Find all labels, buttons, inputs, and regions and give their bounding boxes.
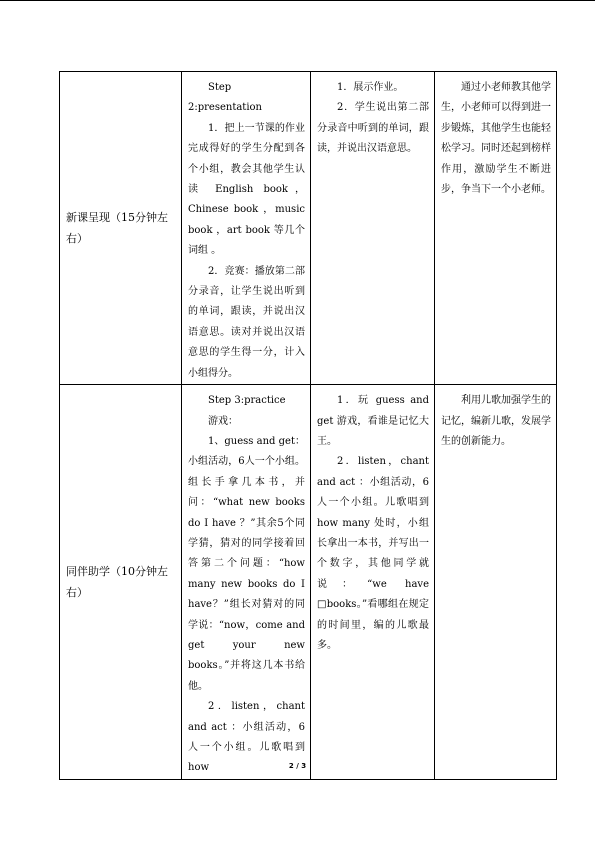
step-heading: Step 3:practice (208, 395, 286, 407)
header-rule (0, 0, 595, 1)
student-step-text: 2．listen，chant and act ：小组活动，6人一个小组。儿歌唱到 how many 处时，小组长拿出一本书，并写出一个数字，其他同学就说：“we have □books。”看哪组在规定的时间里，编的儿歌最多。 (317, 456, 429, 651)
student-activity-cell (311, 385, 435, 780)
purpose-cell (435, 72, 557, 385)
teacher-step-text: 游戏： (208, 415, 238, 427)
page-number: 2 / 3 (288, 762, 307, 770)
student-step-text: 1．展示作业。 (337, 82, 404, 93)
table-row (60, 385, 557, 780)
student-step-text: 2．学生说出第二部分录音中听到的单词，跟读，并说出汉语意思。 (317, 102, 429, 155)
table-row (60, 72, 557, 385)
stage-cell (60, 385, 182, 780)
teacher-step-text: 2．竞赛：播放第二部分录音，让学生说出听到的单词，跟读，并说出汉语意思。读对并说出汉语意思的学生得一分，计入小组得分。 (188, 265, 305, 379)
stage-label: 新课呈现（15分钟左右） (66, 211, 168, 246)
lesson-plan-table (59, 71, 557, 780)
teacher-activity-cell (182, 385, 311, 780)
teacher-step-text: 1．把上一节课的作业完成得好的学生分配到各个小组，教会其他学生认读 English book，Chinese book ，music book ，art book 等几个词组 。 (188, 122, 305, 257)
teacher-step-text: 1、guess and get：小组活动，6人一个小组。组长手拿几本书，并问：“what new books do I have ？”其余5个同学猜，猜对的同学接着回答第二个问题：“how many new books do I have？”组长对猜对的同学说：“now，come and get your new books。”并将这几本书给他。 (188, 435, 305, 692)
stage-label: 同伴助学（10分钟左右） (66, 564, 168, 599)
stage-cell (60, 72, 182, 385)
teacher-activity-cell (182, 72, 311, 385)
student-activity-cell (311, 72, 435, 385)
step-heading: Step 2:presentation (188, 82, 262, 114)
purpose-text: 利用儿歌加强学生的记忆，编新儿歌，发展学生的创新能力。 (441, 395, 551, 447)
purpose-text: 通过小老师教其他学生，小老师可以得到进一步锻炼，其他学生也能轻松学习。同时还起到榜样作用，激励学生不断进步，争当下一个小老师。 (441, 82, 551, 196)
teacher-step-text: 2．listen，chant and act ：小组活动，6人一个小组。儿歌唱到how (188, 701, 305, 774)
purpose-cell (435, 385, 557, 780)
student-step-text: 1．玩 guess and get 游戏，看谁是记忆大王。 (317, 395, 429, 447)
